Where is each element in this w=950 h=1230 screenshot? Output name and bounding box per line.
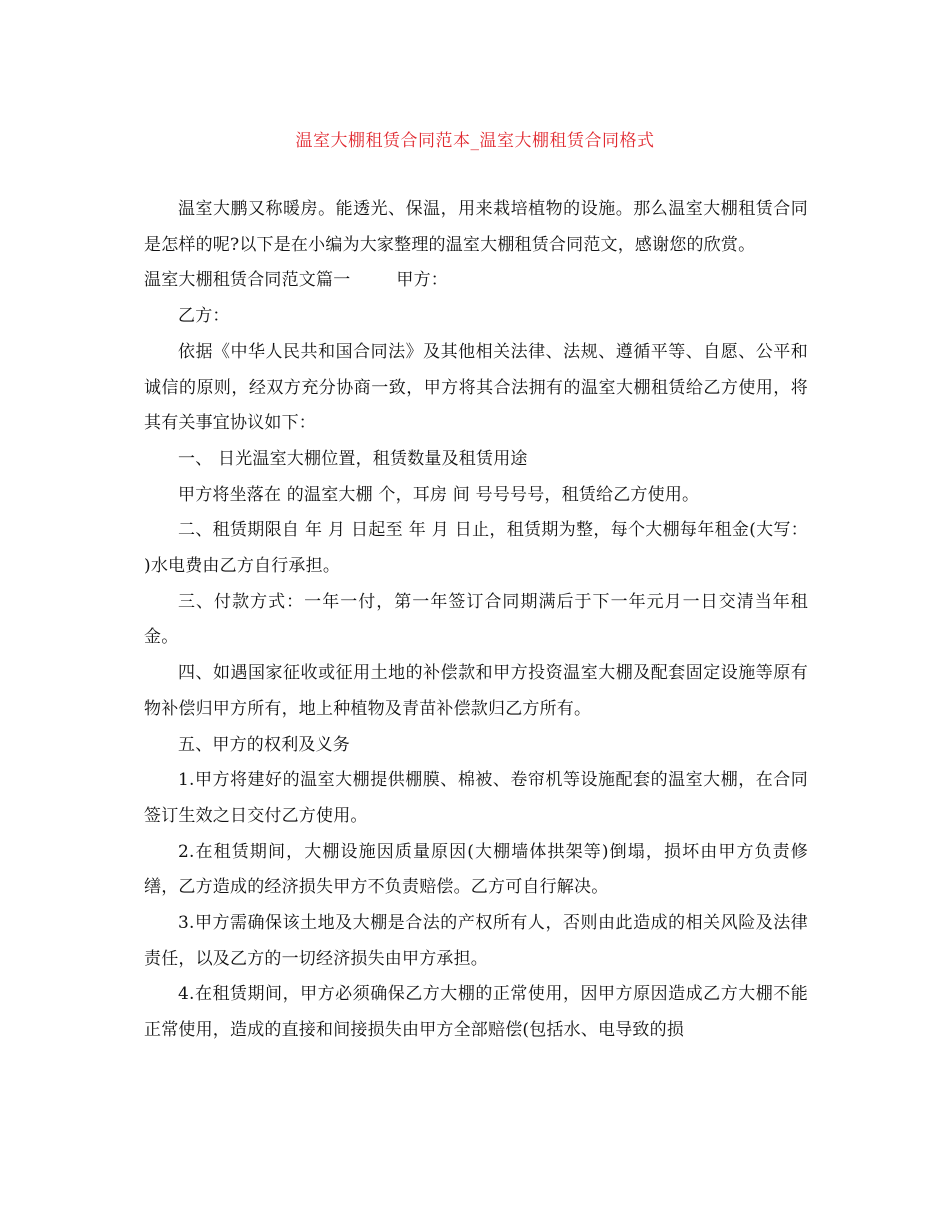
clause-5-item-1: 1.甲方将建好的温室大棚提供棚膜、棉被、卷帘机等设施配套的温室大棚，在合同签订生效之日交付乙方使用。	[144, 770, 808, 826]
clause-5-item-4: 4.在租赁期间，甲方必须确保乙方大棚的正常使用，因甲方原因造成乙方大棚不能正常使用，造成的直接和间接损失由甲方全部赔偿(包括水、电导致的损	[144, 984, 808, 1041]
intro-paragraph: 温室大鹏又称暖房。能透光、保温，用来栽培植物的设施。那么温室大棚租赁合同是怎样的呢?以下是在小编为大家整理的温室大棚租赁合同范文，感谢您的欣赏。	[144, 199, 808, 255]
clause-3: 三、付款方式：一年一付，第一年签订合同期满后于下一年元月一日交清当年租金。	[144, 591, 808, 648]
clause-2: 二、租赁期限自 年 月 日起至 年 月 日止，租赁期为整，每个大棚每年租金(大写： )水电费由乙方自行承担。	[144, 520, 808, 577]
clause-4: 四、如遇国家征收或征用土地的补偿款和甲方投资温室大棚及配套固定设施等原有物补偿归甲方所有，地上种植物及青苗补偿款归乙方所有。	[144, 663, 808, 719]
clause-1-heading: 一、 日光温室大棚位置，租赁数量及租赁用途	[178, 448, 528, 469]
document-body	[144, 192, 808, 1049]
clause-5-item-2: 2.在租赁期间，大棚设施因质量原因(大棚墙体拱架等)倒塌，损坏由甲方负责修缮，乙方造成的经济损失甲方不负责赔偿。乙方可自行解决。	[144, 841, 808, 898]
clause-1-body: 甲方将坐落在 的温室大棚 个，耳房 间 号号号号，租赁给乙方使用。	[178, 484, 700, 505]
party-b-label: 乙方：	[178, 306, 230, 327]
clause-5-item-3: 3.甲方需确保该土地及大棚是合法的产权所有人，否则由此造成的相关风险及法律责任，以及乙方的一切经济损失由甲方承担。	[144, 913, 808, 969]
section-heading: 温室大棚租赁合同范文篇一	[144, 270, 351, 291]
paragraph-basis: 依据《中华人民共和国合同法》及其他相关法律、法规、遵循平等、自愿、公平和诚信的原则，经双方充分协商一致，甲方将其合法拥有的温室大棚租赁给乙方使用，将其有关事宜协议如下：	[144, 341, 808, 434]
party-a-label: 甲方：	[396, 270, 449, 291]
clause-5-heading: 五、甲方的权利及义务	[178, 734, 350, 755]
document-title: 温室大棚租赁合同范本_温室大棚租赁合同格式	[295, 131, 655, 151]
section-heading-line	[144, 263, 808, 299]
